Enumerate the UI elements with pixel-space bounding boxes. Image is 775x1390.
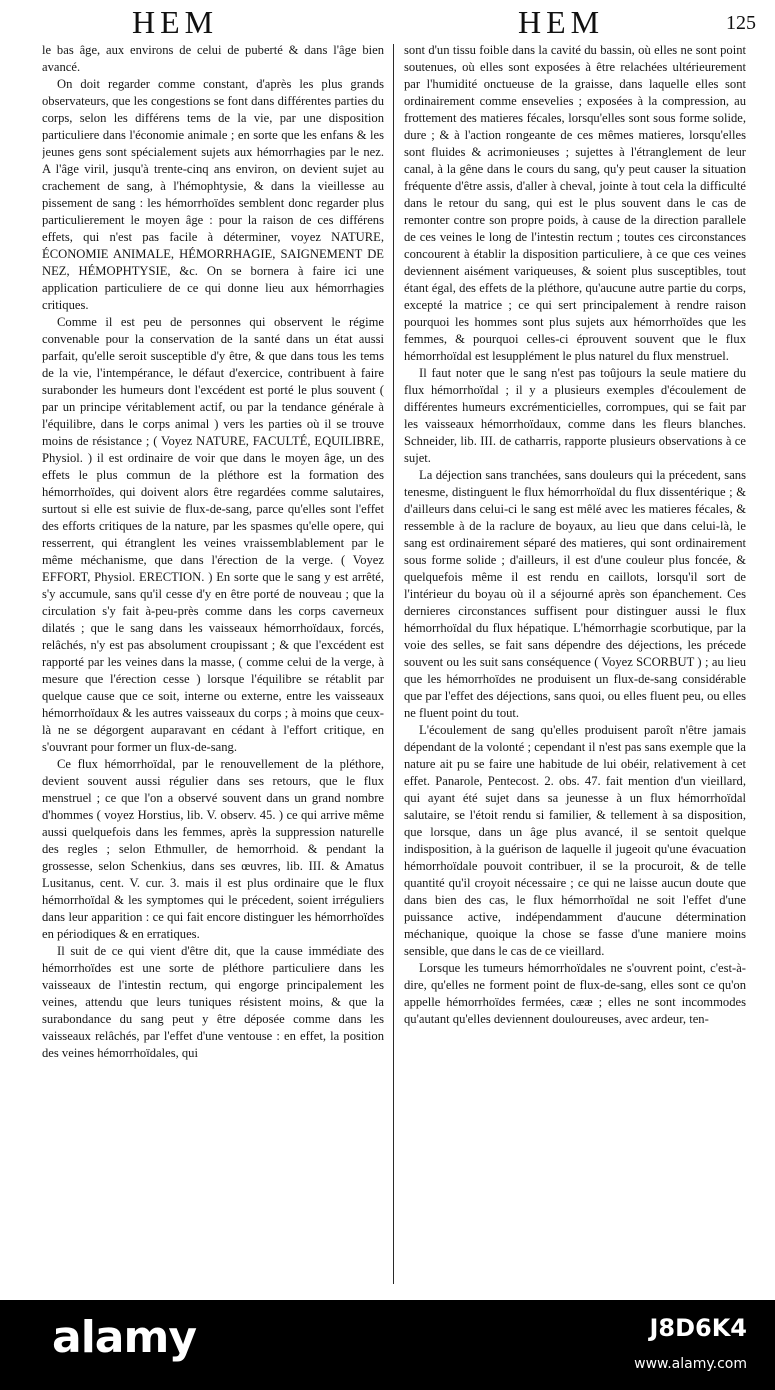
paragraph: sont d'un tissu foible dans la cavité du bassin, où elles ne sont point soutenues, où elles sont exposées à être relachées ultérieurement par l'humidité onctueuse de la graisse, dans laquelle elles sont ordinairement comme ensevelies ; exposées à la compression, au frottement des matieres fécales, lorsqu'elles sont sous forme solide, dure ; & à l'action rongeante de ces mêmes matieres, lorsqu'elles sont fluides & acrimonieuses ; sujettes à l'étranglement de leur canal, à la gêne dans le cours du sang, qu'y peut causer la situation fréquente d'être assis, d'aller à cheval, jointe à tout cela la difficulté dans le retour du sang, qui est le plus souvent dans le cas de remonter contre son propre poids, à cause de la direction parallele de ces veines le long de l'intestin rectum ; toutes ces circonstances concourent à établir la disposition particuliere, à ce que ces veines deviennent aisément variqueuses, & soient plus susceptibles, tout étant égal, des effets de la pléthore, qu'aucune autre partie du corps, excepté la matrice ; ce qui sert principalement à rendre raison pourquoi les hommes sont plus sujets aux hémorrhoïdes que les femmes, & pourquoi celles-ci éprouvent souvent que le flux hémorrhoïdal est lesupplément le plus naturel du flux menstruel. xyxy=(404,43,746,363)
right-column xyxy=(404,42,746,1292)
paragraph: Lorsque les tumeurs hémorrhoïdales ne s'ouvrent point, c'est-à-dire, qu'elles ne forment point de flux-de-sang, elles sont ce qu'on appelle hémorrhoïdes fermées, cææ ; elles ne sont incommodes qu'autant qu'elles deviennent douloureuses, avec ardeur, ten- xyxy=(404,961,746,1026)
paragraph: On doit regarder comme constant, d'après les plus grands observateurs, que les congestions se font dans différentes parties du corps, selon les différens tems de la vie, par une disposition particuliere dans l'économie animale ; en sorte que les enfans & les jeunes gens sont spécialement sujets aux hémorrhagies par le nez. A l'âge viril, jusqu'à trente-cinq ans environ, on devient sujet au crachement de sang, à l'hémophtysie, & dans la vieillesse au pissement de sang : les hémorrhoïdes semblent donc regarder plus particulierement le moyen âge : pour la raison de ces différens effets, qui n'est pas facile à déterminer, voyez NATURE, ÉCONOMIE ANIMALE, HÉMORRHAGIE, SAIGNEMENT DE NEZ, HÉMOPHTYSIE, &c. On se bornera à faire ici une application particuliere de ce qui donne lieu aux hémorrhagies critiques. xyxy=(42,77,384,312)
paragraph: La déjection sans tranchées, sans douleurs qui la précedent, sans tenesme, distinguent le flux hémorrhoïdal du flux dissentérique ; & d'ailleurs dans celui-ci le sang est mêlé avec les matieres fécales, & ressemble à de la raclure de boyaux, au lieu que dans celui-là, le sang est ordinairement séparé des matieres, qui sont ordinairement sous forme solide ; d'ailleurs, il est d'une couleur plus foncée, & quelquefois même il est rendu en caillots, lorsqu'il sort de l'intérieur du boyau où il a séjourné après son épanchement. Ces dernieres circonstances suffisent pour distinguer aussi le flux hémorrhoïdal du flux hépatique. L'hémorrhagie scorbutique, par la voie des selles, se fait sans dépendre des déjections, les précede souvent ou les suit sans conséquence ( Voyez SCORBUT ) ; au lieu que les hémorrhoïdes ne produisent un flux-de-sang considérable que par l'effet des déjections, sans quoi, ou elles fluent peu, ou elles ne fluent point du tout. xyxy=(404,468,746,720)
page-number: 125 xyxy=(726,12,756,34)
paragraph: Il faut noter que le sang n'est pas toûjours la seule matiere du flux hémorrhoïdal ; il y a plusieurs exemples d'écoulement de différentes humeurs excrémenticielles, corrompues, qui se fait par les vaisseaux hémorrhoïdaux, comme dans les fleurs blanches. Schneider, lib. III. de catharris, rapporte plusieurs observations à ce sujet. xyxy=(404,366,746,465)
paragraph: Ce flux hémorrhoïdal, par le renouvellement de la pléthore, devient souvent aussi régulier dans ses retours, que le flux menstruel ; ce que l'on a observé souvent dans un grand nombre d'hommes ( voyez Horstius, lib. V. observ. 45. ) ce qui arrive même aussi quelquefois dans les femmes, après la suppression naturelle des regles ; selon Ethmuller, de hemorrhoid. & pendant la grossesse, selon Schenkius, dans ses œuvres, lib. III. & Amatus Lusitanus, cent. V. cur. 3. mais il est plus ordinaire que le flux hémorrhoïdal & les symptomes qui le précedent, soient irréguliers dans leur apparition : ce qui fait encore distinguer les hémorrhoïdes en périodiques & en erratiques. xyxy=(42,757,384,941)
paragraph: Il suit de ce qui vient d'être dit, que la cause immédiate des hémorrhoïdes est une sorte de pléthore particuliere dans les vaisseaux de l'intestin rectum, qui engorge principalement les veines, attendu que leurs tuniques résistent moins, & que la surabondance du sang peut y être déposée comme dans les vaisseaux relâchés, par l'effet d'une ventouse : en effet, la position des veines hémorrhoïdales, qui xyxy=(42,944,384,1060)
paragraph: Comme il est peu de personnes qui observent le régime convenable pour la conservation de la santé dans un état aussi parfait, qu'elle seroit susceptible d'y être, & que dans tous les tems de la vie, l'intempérance, le défaut d'exercice, contribuent à faire surabonder les humeurs dont l'excédent est porté le plus souvent ( par un principe véritablement actif, ou par la tendance générale à l'équilibre, dans le corps animal ) vers les parties où il se trouve moins de résistance ; ( Voyez NATURE, FACULTÉ, EQUILIBRE, Physiol. ) il est ordinaire de voir que dans le moyen âge, un des effets le plus commun de la pléthore est la formation des hémorrhoïdes, qui doivent alors être regardées comme salutaires, surtout si elle est suivie de flux-de-sang, parce qu'elles sont l'effet des efforts critiques de la nature, par les spasmes qu'elle opere, qui resserrent, qui étranglent les veines vraissemblablement par le même méchanisme, que dans l'érection de la verge. ( Voyez EFFORT, Physiol. ERECTION. ) En sorte que le sang y est arrêté, s'y accumule, sans qu'il cesse d'y en être porté de nouveau ; que la circulation s'y fait à-peu-près comme dans les corps caverneux dilatés ; que le sang dans les vaisseaux hémorrhoïdaux, forcés, relâchés, n'y est pas absolument croupissant ; & que l'excédent est rapporté par les veines dans la masse, ( comme celui de la verge, à mesure que l'érection cesse ) lorsque l'équilibre se rétablit par quelque cause que ce soit, interne ou externe, entre les vaisseaux hémorrhoïdaux & les autres vaisseaux du corps ; à moins que ceux-là ne se dégorgent auparavant en cédant à l'effort critique, en s'ouvrant pour former un flux-de-sang. xyxy=(42,315,384,754)
column-divider xyxy=(393,44,394,1284)
image-id: J8D6K4 xyxy=(649,1314,747,1342)
running-head-right: HEM xyxy=(518,4,605,40)
site-url: www.alamy.com xyxy=(634,1356,747,1372)
running-head-left: HEM xyxy=(132,4,219,40)
left-column xyxy=(42,42,384,1292)
alamy-logo: alamy xyxy=(52,1312,196,1363)
paragraph: L'écoulement de sang qu'elles produisent paroît n'être jamais dépendant de la volonté ; cependant il n'est pas sans exemple que la nature ait pu se faire une habitude de lui obéir, relativement à cet effet. Panarole, Pentecost. 2. obs. 47. fait mention d'un vieillard, qui ayant été sujet dans sa jeunesse à un flux hémorrhoïdal salutaire, se l'étoit rendu si familier, & tellement à sa disposition, que lorsque, dans un âge plus avancé, il se sentoit quelque indisposition, à la guérison de laquelle il jugeoit qu'une évacuation hémorrhoïdale pouvoit contribuer, il se la procuroit, & de telle quantité qu'il croyoit nécessaire ; ce qui ne laisse aucun doute que dans bien des cas, le flux hémorrhoïdal ne soit l'effet d'une puissance active, indépendamment d'aucune détermination méchanique, quoique la chose se fasse d'une maniere moins sensible, que dans le cas de ce vieillard. xyxy=(404,723,746,958)
paragraph: le bas âge, aux environs de celui de puberté & dans l'âge bien avancé. xyxy=(42,43,384,74)
